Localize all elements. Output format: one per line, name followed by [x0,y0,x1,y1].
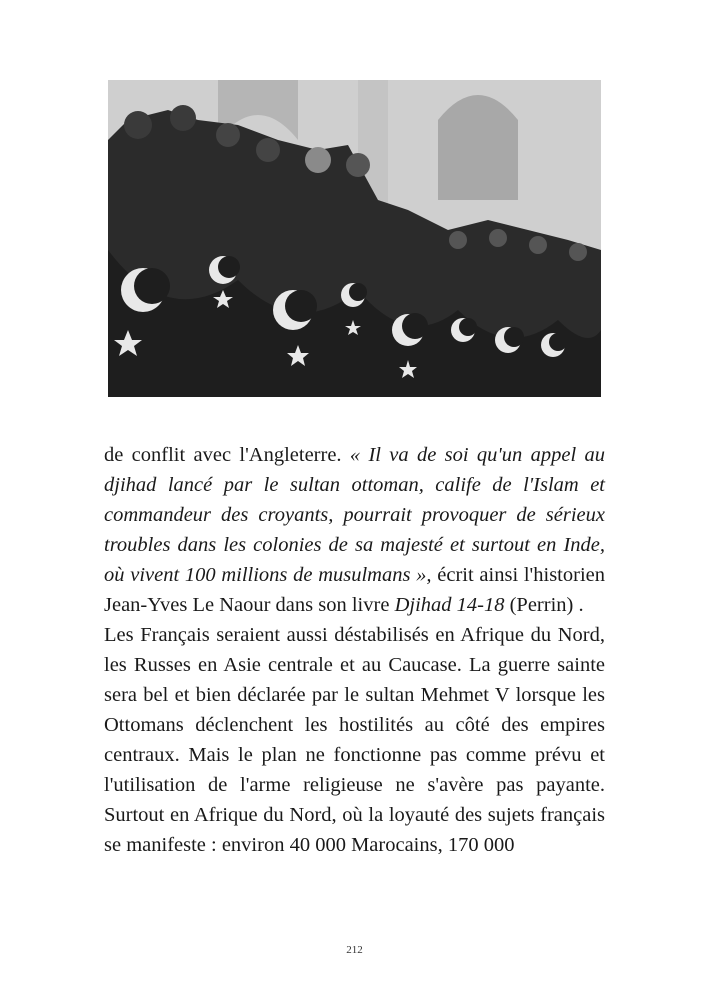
historical-photo [108,80,601,397]
page-number: 212 [346,944,363,956]
quotation: « Il va de soi qu'un appel au djihad lancé par le sultan ottoman, calife de l'Islam et commandeur des croyants, pourrait provoquer de sérieux troubles dans les colonies de sa majesté et surtout en Inde, où vivent 100 millions de musulmans », [104,444,605,586]
publisher: (Perrin) . [504,594,584,616]
paragraph-1-intro: de conflit avec l'Angleterre. [104,444,350,466]
body-text [104,440,605,860]
paragraph-1-attribution: écrit ainsi l'historien Jean-Yves Le Naour dans son livre [104,564,605,616]
paragraph-2: Les Français seraient aussi déstabilisés en Afrique du Nord, les Russes en Asie centrale et au Caucase. La guerre sainte sera bel et bien déclarée par le sultan Mehmet V lorsque les Ottomans déclenchent les hostilités au côté des empires centraux. Mais le plan ne fonctionne pas comme prévu et l'utilisation de l'arme religieuse ne s'avère pas payante. Surtout en Afrique du Nord, où la loyauté des sujets français se manifeste : environ 40 000 Marocains, 170 000 [104,624,605,856]
historical-photo-icon [108,80,601,397]
paragraph-1 [104,440,605,620]
book-title: Djihad 14-18 [394,594,505,616]
